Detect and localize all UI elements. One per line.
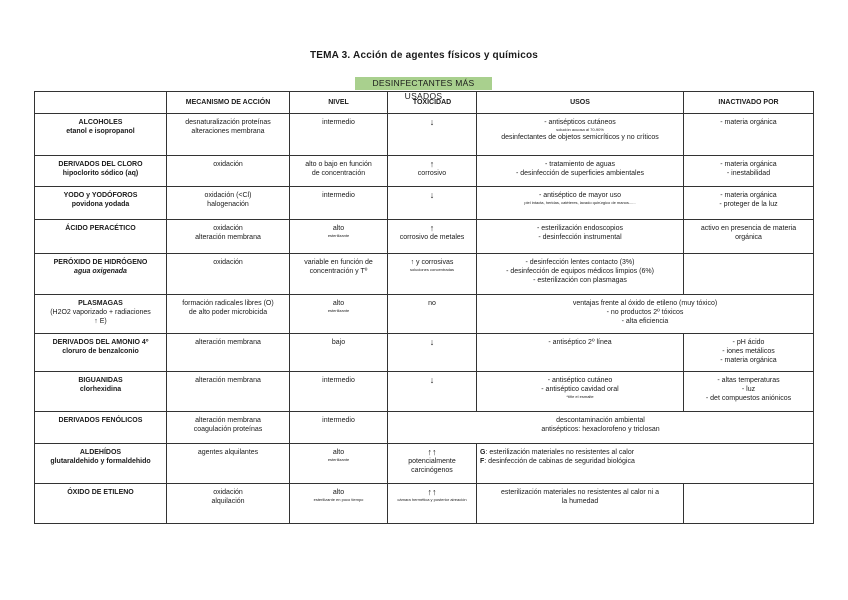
mechanism-cell: desnaturalización proteínas alteraciones membrana bbox=[167, 114, 290, 156]
uses-cell: esterilización materiales no resistentes al calor ni a la humedad bbox=[477, 484, 684, 524]
toxicity-cell: ↑↑ cámara hermética y posterior aireación bbox=[388, 484, 477, 524]
inactivated-cell: - materia orgánica - proteger de la luz bbox=[684, 187, 814, 220]
table-row bbox=[35, 114, 814, 156]
inactivated-cell: - materia orgánica bbox=[684, 114, 814, 156]
agent-cell: DERIVADOS DEL AMONIO 4º cloruro de benzalconio bbox=[35, 334, 167, 372]
table-row bbox=[35, 444, 814, 484]
table-row bbox=[35, 372, 814, 412]
level-cell: alto esterilizante en poco tiempo bbox=[290, 484, 388, 524]
agent-cell: BIGUANIDAS clorhexidina bbox=[35, 372, 167, 412]
uses-cell: - desinfección lentes contacto (3%) - desinfección de equipos médicos limpios (6%) - esterilización con plasmagas bbox=[477, 254, 684, 295]
agent-cell: DERIVADOS DEL CLORO hipoclorito sódico (aq) bbox=[35, 156, 167, 187]
mechanism-cell: agentes alquilantes bbox=[167, 444, 290, 484]
uses-cell: - tratamiento de aguas - desinfección de superficies ambientales bbox=[477, 156, 684, 187]
uses-cell: G: esterilización materiales no resistentes al calor F: desinfección de cabinas de seguridad biológica bbox=[477, 444, 814, 484]
mechanism-cell: formación radicales libres (O) de alto poder microbicida bbox=[167, 295, 290, 334]
agent-cell: DERIVADOS FENÓLICOS bbox=[35, 412, 167, 444]
table-row bbox=[35, 220, 814, 254]
page-title: TEMA 3. Acción de agentes físicos y químicos bbox=[309, 50, 539, 61]
agent-cell: PLASMAGAS (H2O2 vaporizado + radiaciones ↑ E) bbox=[35, 295, 167, 334]
disinfectants-table bbox=[34, 91, 814, 524]
header-cell: NIVEL bbox=[290, 92, 388, 114]
level-cell: intermedio bbox=[290, 187, 388, 220]
toxicity-cell: ↑ corrosivo de metales bbox=[388, 220, 477, 254]
mechanism-cell: alteración membrana coagulación proteínas bbox=[167, 412, 290, 444]
table-row bbox=[35, 254, 814, 295]
table-row bbox=[35, 412, 814, 444]
inactivated-cell: activo en presencia de materia orgánica bbox=[684, 220, 814, 254]
toxicity-cell: ↓ bbox=[388, 114, 477, 156]
inactivated-cell bbox=[684, 254, 814, 295]
mechanism-cell: oxidación bbox=[167, 254, 290, 295]
table-row bbox=[35, 187, 814, 220]
inactivated-cell bbox=[684, 484, 814, 524]
agent-cell: YODO y YODÓFOROS povidona yodada bbox=[35, 187, 167, 220]
header-cell: USOS bbox=[477, 92, 684, 114]
header-cell: TOXICIDAD bbox=[388, 92, 477, 114]
header-cell: MECANISMO DE ACCIÓN bbox=[167, 92, 290, 114]
agent-cell: ALCOHOLES etanol e isopropanol bbox=[35, 114, 167, 156]
level-cell: bajo bbox=[290, 334, 388, 372]
agent-cell: ALDEHÍDOS glutaraldehido y formaldehido bbox=[35, 444, 167, 484]
uses-cell: descontaminación ambiental antisépticos: hexaclorofeno y triclosan bbox=[388, 412, 814, 444]
inactivated-cell: - materia orgánica - inestabilidad bbox=[684, 156, 814, 187]
agent-cell: ÁCIDO PERACÉTICO bbox=[35, 220, 167, 254]
mechanism-cell: oxidación alquilación bbox=[167, 484, 290, 524]
mechanism-cell: alteración membrana bbox=[167, 334, 290, 372]
uses-cell: - antisépticos cutáneos solución acuosa al 70-90% desinfectantes de objetos semicríticos y no críticos bbox=[477, 114, 684, 156]
toxicity-cell: ↑↑ potencialmente carcinógenos bbox=[388, 444, 477, 484]
uses-cell: - esterilización endoscopios - desinfección instrumental bbox=[477, 220, 684, 254]
uses-cell: - antiséptico de mayor uso piel intacta, heridas, catéteres, lavado quirúrgico de manos...... bbox=[477, 187, 684, 220]
table-row bbox=[35, 334, 814, 372]
level-cell: intermedio bbox=[290, 114, 388, 156]
inactivated-cell: - pH ácido - iones metálicos - materia orgánica bbox=[684, 334, 814, 372]
level-cell: alto esterilizante bbox=[290, 295, 388, 334]
level-cell: alto esterilizante bbox=[290, 220, 388, 254]
toxicity-cell: ↓ bbox=[388, 334, 477, 372]
toxicity-cell: no bbox=[388, 295, 477, 334]
level-cell: alto esterilizante bbox=[290, 444, 388, 484]
level-cell: alto o bajo en función de concentración bbox=[290, 156, 388, 187]
toxicity-cell: ↓ bbox=[388, 372, 477, 412]
mechanism-cell: oxidación alteración membrana bbox=[167, 220, 290, 254]
inactivated-cell: - altas temperaturas - luz - det compuestos aniónicos bbox=[684, 372, 814, 412]
uses-cell: - antiséptico 2º línea bbox=[477, 334, 684, 372]
toxicity-cell: ↑ corrosivo bbox=[388, 156, 477, 187]
agent-cell: ÓXIDO DE ETILENO bbox=[35, 484, 167, 524]
table-row bbox=[35, 295, 814, 334]
uses-cell: - antiséptico cutáneo - antiséptico cavidad oral *tiñe el esmalte bbox=[477, 372, 684, 412]
level-cell: variable en función de concentración y Tº bbox=[290, 254, 388, 295]
header-cell: INACTIVADO POR bbox=[684, 92, 814, 114]
toxicity-cell: ↓ bbox=[388, 187, 477, 220]
section-heading: DESINFECTANTES MÁS USADOS bbox=[355, 77, 492, 90]
level-cell: intermedio bbox=[290, 372, 388, 412]
toxicity-cell: ↑ y corrosivas soluciones concentradas bbox=[388, 254, 477, 295]
table-row bbox=[35, 156, 814, 187]
agent-cell: PERÓXIDO DE HIDRÓGENO agua oxigenada bbox=[35, 254, 167, 295]
header-cell bbox=[35, 92, 167, 114]
mechanism-cell: oxidación (<Cl) halogenación bbox=[167, 187, 290, 220]
table-row bbox=[35, 484, 814, 524]
mechanism-cell: oxidación bbox=[167, 156, 290, 187]
uses-cell: ventajas frente al óxido de etileno (muy tóxico) - no productos 2º tóxicos - alta eficiencia bbox=[477, 295, 814, 334]
table-header-row bbox=[35, 92, 814, 114]
mechanism-cell: alteración membrana bbox=[167, 372, 290, 412]
level-cell: intermedio bbox=[290, 412, 388, 444]
